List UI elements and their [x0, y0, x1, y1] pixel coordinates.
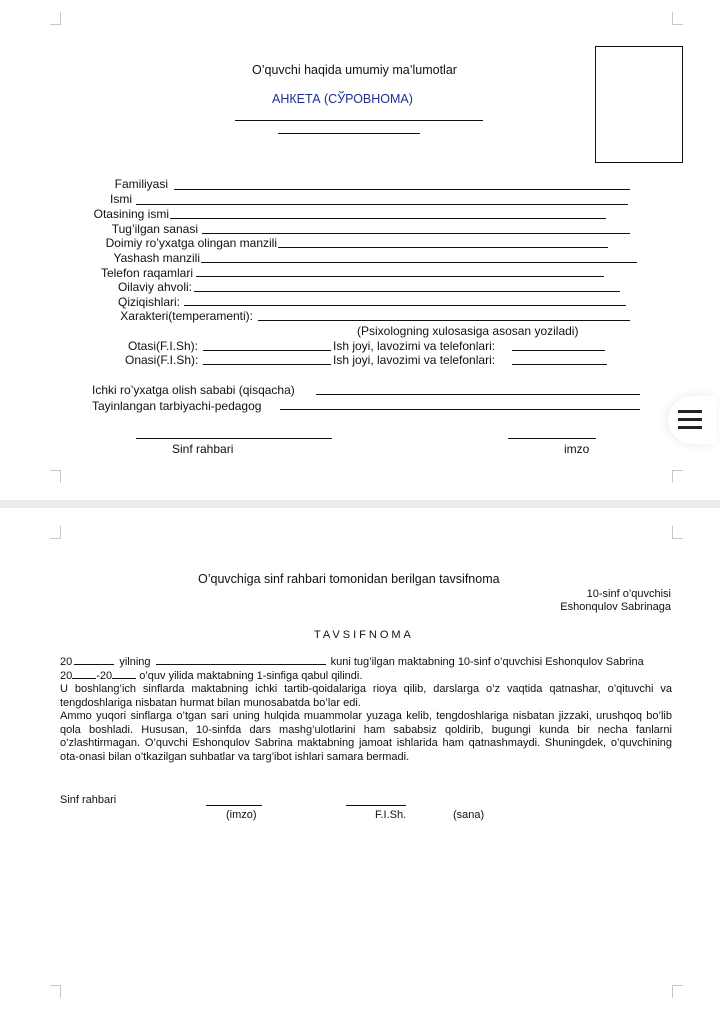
text-fragment: kuni tug’ilgan maktabning 10-sinf o’quvchisi Eshonqulov Sabrina: [330, 656, 644, 668]
paragraph: U boshlang’ich sinflarda maktabning ichki tartib-qoidalariga rioya qilib, darslarga o’z vaqtida qatnashar, o’qituvchi va tengdoshlariga nisbatan hurmat bilan munosabatda bo’lar edi.: [60, 683, 672, 709]
form-page: [0, 0, 720, 500]
psychologist-note: (Psixologning xulosasiga asosan yoziladi): [357, 324, 579, 338]
field-label: Qiziqishlari:: [117, 295, 180, 309]
student-name: Eshonqulov Sabrinaga: [560, 601, 671, 613]
page-corner-mark: [672, 985, 683, 998]
field-label: Oilaviy ahvoli:: [117, 280, 192, 294]
reason-label: Ichki ro’yxatga olish sababi (qisqacha): [92, 383, 295, 397]
page-corner-mark: [50, 12, 61, 25]
year-prefix: 20: [60, 656, 73, 668]
text-fragment: yilning: [119, 656, 151, 668]
letter-header: O’quvchiga sinf rahbari tomonidan berilgan tavsifnoma: [198, 572, 500, 586]
text-fragment: o’quv yilida maktabning 1-sinfiga qabul qilindi.: [139, 669, 363, 682]
letter-body: [60, 656, 672, 764]
year-prefix: -20: [96, 669, 113, 682]
field-label: Otasining ismi: [93, 207, 169, 221]
mother-label: Onasi(F.I.Sh):: [125, 353, 199, 367]
field-label: Yashash manzili: [113, 251, 200, 265]
signature-label: imzo: [564, 442, 590, 456]
photo-placeholder: [595, 46, 683, 163]
tutor-label: Tayinlangan tarbiyachi-pedagog: [92, 399, 262, 413]
full-name-label: F.I.Sh.: [375, 809, 407, 821]
field-label: Doimiy ro’yxatga olingan manzili: [105, 236, 277, 250]
student-grade: 10-sinf o’quvchisi: [586, 588, 671, 600]
workplace-label: Ish joyi, lavozimi va telefonlari:: [333, 339, 496, 353]
page-corner-mark: [50, 985, 61, 998]
page-corner-mark: [672, 470, 683, 483]
reference-letter-page: [0, 508, 720, 1015]
date-label: (sana): [453, 809, 485, 821]
class-teacher-label: Sinf rahbari: [172, 442, 234, 456]
field-label: Telefon raqamlari: [100, 266, 193, 280]
page-corner-mark: [50, 470, 61, 483]
page-corner-mark: [50, 526, 61, 539]
year-prefix: 20: [60, 669, 73, 682]
page-corner-mark: [672, 12, 683, 25]
workplace-label: Ish joyi, lavozimi va telefonlari:: [333, 353, 496, 367]
hamburger-menu-icon[interactable]: [668, 396, 716, 444]
field-label: Xarakteri(temperamenti):: [120, 309, 253, 323]
form-header: O’quvchi haqida umumiy ma’lumotlar: [252, 63, 457, 77]
form-title: АНКЕТА (СЎРОВНОМА): [272, 92, 413, 106]
letter-title: TAVSIFNOMA: [314, 629, 414, 641]
signature-label: (imzo): [226, 809, 257, 821]
field-label: Tug’ilgan sanasi: [111, 222, 198, 236]
page-corner-mark: [672, 526, 683, 539]
father-label: Otasi(F.I.Sh):: [128, 339, 199, 353]
field-label: Familiyasi: [114, 177, 168, 191]
class-teacher-label: Sinf rahbari: [60, 794, 117, 806]
paragraph: Ammo yuqori sinflarga o’tgan sari uning hulqida muammolar yuzaga kelib, tengdoshlariga nisbatan jizzaki, urushqoq bo’lib qola boshladi. Hususan, 10-sinfda dars mashg’ulotlarini ham sababsiz qoldirib, bugungi kunda bir necha fanlarni o’zlashtirmagan. O’quvchi Eshonqulov Sabrina maktabning jamoat ishlarida ham qatnashmaydi. Shuningdek, o’quvchining ota-onasi bilan o’tkazilgan suhbatlar va targ’ibot ishlari samara bermadi.: [60, 710, 672, 763]
field-label: Ismi: [110, 192, 132, 206]
